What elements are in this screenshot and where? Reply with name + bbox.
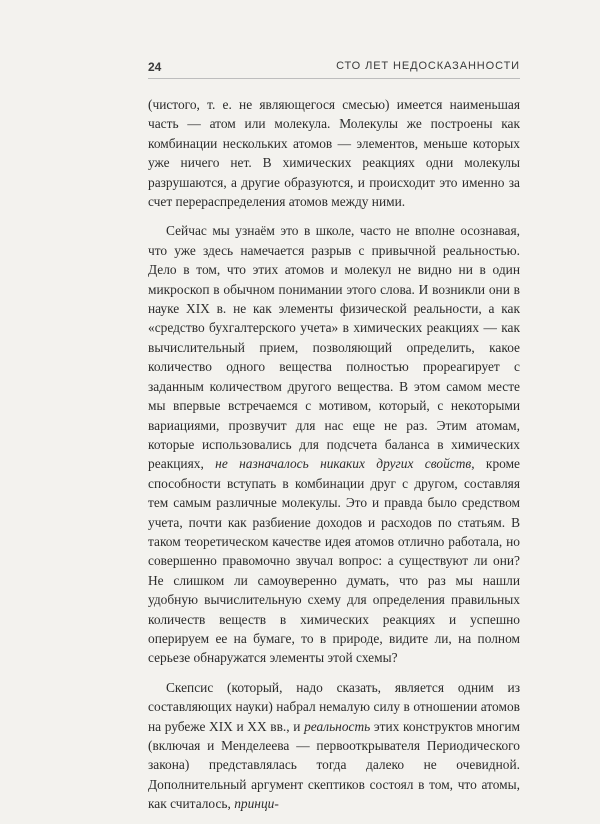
paragraph-3-emphasis-2: принци- [234, 796, 279, 812]
paragraph-3 [148, 678, 520, 814]
paragraph-3-text-a: Скепсис (который, надо сказать, является одним из составляющих науки) набрал немалую силу в отношении атомов на рубеже XIX и XX вв., и [148, 679, 520, 734]
running-head [148, 60, 520, 76]
paragraph-2-text-a: Сейчас мы узнаём это в школе, часто не вполне осознавая, что уже здесь намечается разрыв с привычной реальностью. Дело в том, что этих атомов и молекул не видно ни в один микроскоп в обычном понимании этого слова. И возникли они в науке XIX в. не как элементы физической реальности, а как «средство бухгалтерского учета» в химических реакциях — как вычислительный прием, позволяющий определить, какое количество одного вещества полностью прореагирует с заданным количеством другого вещества. В этом самом месте мы впервые встречаемся с мотивом, который, с некоторыми вариациями, прозвучит для нас еще не раз. Этим атомам, которые использовались для подсчета баланса в химических реакциях, [148, 223, 520, 472]
paragraph-3-emphasis-1: реальность [304, 718, 371, 734]
running-title: СТО ЛЕТ НЕДОСКАЗАННОСТИ [336, 60, 520, 72]
body-text [148, 95, 520, 824]
paragraph-3-text-b: этих конструктов многим (включая и Менделеева — первооткрывателя Периодического закона) представлялась тогда далеко не очевидной. Дополнительный аргумент скептиков состоял в том, что атомы, как считалось, [148, 718, 520, 812]
paragraph-1 [148, 95, 520, 211]
paragraph-2-text-b: , кроме способности вступать в комбинации друг с другом, составляя тем самым различные молекулы. Это и правда было средством учета, почти как разбиение доходов и расходов по статьям. В таком теоретическом качестве идея атомов отлично работала, но совершенно правомочно звучал вопрос: а существуют ли они? Не слишком ли самоуверенно думать, что раз мы нашли удобную вычислительную схему для определения правильных количеств веществ в химических реакциях и успешно оперируем ее на бумаге, то в природе, видите ли, на полном серьезе обнаружатся элементы этой схемы? [148, 456, 520, 666]
page-number: 24 [148, 60, 162, 74]
paragraph-1-text: (чистого, т. е. не являющегося смесью) имеется наименьшая часть — атом или молекула. Молекулы же построены как комбинации нескольких атомов — элементов, меньше которых уже ничего нет. В химических реакциях одни молекулы разрушаются, а другие образуются, и происходит это именно за счет перераспределения атомов между ними. [148, 97, 520, 210]
paragraph-2-emphasis: не назначалось никаких других свойств [215, 456, 472, 472]
paragraph-2 [148, 221, 520, 667]
header-rule [148, 78, 520, 79]
